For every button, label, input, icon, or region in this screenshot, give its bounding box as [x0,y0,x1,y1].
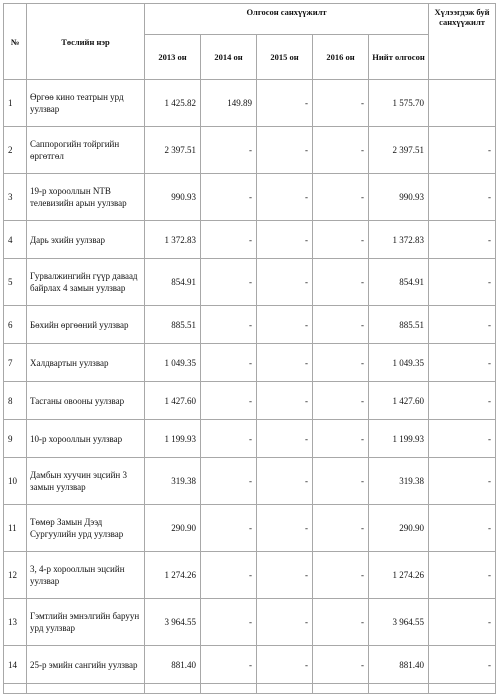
value-2016: - [313,458,369,505]
value-pending: - [429,259,496,306]
table-row [4,646,496,684]
value-2016: - [313,505,369,552]
project-name: Дамбын хуучин эцсийн 3 замын уулзвар [27,458,145,505]
table-row [4,420,496,458]
value-pending: - [429,174,496,221]
value-2015: - [257,127,313,174]
table-row [4,458,496,505]
row-number: 14 [4,646,27,684]
value-2014: - [201,127,257,174]
value-2015: - [257,80,313,127]
value-pending: - [429,221,496,259]
value-2016: - [313,221,369,259]
value-total: 319.38 [369,458,429,505]
value-2016: - [313,599,369,646]
header-number: № [4,4,27,80]
value-pending: - [429,599,496,646]
value-2014: - [201,505,257,552]
value-2013: 1 274.26 [145,552,201,599]
value-pending: - [429,420,496,458]
value-2013: 1 049.35 [145,344,201,382]
value-total: 1 049.35 [369,344,429,382]
table-row [4,684,496,694]
value-2013: 290.90 [145,505,201,552]
row-number: 5 [4,259,27,306]
project-name: Тасганы овооны уулзвар [27,382,145,420]
value-2015: - [257,221,313,259]
value-2015: - [257,646,313,684]
value-2014: - [201,458,257,505]
value-2015: - [257,599,313,646]
project-name: Бөхийн өргөөний уулзвар [27,306,145,344]
value-total: 854.91 [369,259,429,306]
table-row [4,80,496,127]
value-2014 [201,684,257,694]
value-pending: - [429,505,496,552]
table-row [4,174,496,221]
funding-table [3,3,496,694]
value-2014: - [201,420,257,458]
table-row [4,306,496,344]
value-total: 881.40 [369,646,429,684]
value-2015: - [257,382,313,420]
project-name [27,684,145,694]
row-number: 11 [4,505,27,552]
row-number [4,684,27,694]
value-2013: 319.38 [145,458,201,505]
row-number: 4 [4,221,27,259]
value-total: 990.93 [369,174,429,221]
row-number: 6 [4,306,27,344]
table-row [4,599,496,646]
value-2014: - [201,646,257,684]
value-2016: - [313,344,369,382]
value-2015: - [257,259,313,306]
value-2013: 1 427.60 [145,382,201,420]
header-2014: 2014 он [201,35,257,80]
project-name: Дарь эхийн уулзвар [27,221,145,259]
value-2013: 1 425.82 [145,80,201,127]
value-pending: - [429,458,496,505]
table-row [4,259,496,306]
value-2014: - [201,306,257,344]
value-2015: - [257,552,313,599]
value-2014: - [201,259,257,306]
value-total: 3 964.55 [369,599,429,646]
project-name: Гурвалжингийн гүүр даваад байрлах 4 замын уулзвар [27,259,145,306]
project-name: Саппорогийн тойргийн өргөтгөл [27,127,145,174]
header-funding-group: Олгосон санхүүжилт [145,4,429,35]
row-number: 10 [4,458,27,505]
value-2016: - [313,259,369,306]
value-2015: - [257,344,313,382]
header-pending-funding: Хүлээгдэж буй санхүүжилт [429,4,496,80]
value-2014: - [201,599,257,646]
project-name: Өргөө кино театрын урд уулзвар [27,80,145,127]
header-total: Нийт олгосон [369,35,429,80]
value-2013: 2 397.51 [145,127,201,174]
value-2015 [257,684,313,694]
table-row [4,552,496,599]
value-total: 885.51 [369,306,429,344]
value-total: 1 372.83 [369,221,429,259]
value-2013: 1 372.83 [145,221,201,259]
row-number: 13 [4,599,27,646]
value-2015: - [257,505,313,552]
value-2016: - [313,306,369,344]
value-total [369,684,429,694]
row-number: 7 [4,344,27,382]
value-2016: - [313,646,369,684]
value-2013: 881.40 [145,646,201,684]
value-2014: - [201,221,257,259]
value-2013: 854.91 [145,259,201,306]
row-number: 9 [4,420,27,458]
value-2016: - [313,420,369,458]
value-2014: - [201,344,257,382]
value-pending: - [429,382,496,420]
table-row [4,382,496,420]
value-pending: - [429,306,496,344]
value-2014: - [201,382,257,420]
table-row [4,221,496,259]
value-2013: 1 199.93 [145,420,201,458]
value-2016: - [313,127,369,174]
value-2015: - [257,458,313,505]
value-2016: - [313,552,369,599]
project-name: 3, 4-р хорооллын эцсийн уулзвар [27,552,145,599]
header-project-name: Төслийн нэр [27,4,145,80]
value-total: 1 274.26 [369,552,429,599]
value-total: 1 575.70 [369,80,429,127]
header-2015: 2015 он [257,35,313,80]
project-name: Халдвартын уулзвар [27,344,145,382]
value-2014: 149.89 [201,80,257,127]
table-row [4,127,496,174]
value-total: 2 397.51 [369,127,429,174]
value-2015: - [257,306,313,344]
value-total: 1 199.93 [369,420,429,458]
project-name: 10-р хорооллын уулзвар [27,420,145,458]
value-2013: 885.51 [145,306,201,344]
value-2015: - [257,174,313,221]
value-2016: - [313,80,369,127]
value-2016: - [313,382,369,420]
value-total: 1 427.60 [369,382,429,420]
value-pending [429,80,496,127]
project-name: 25-р эмийн сангийн уулзвар [27,646,145,684]
table-body [4,80,496,694]
value-pending: - [429,646,496,684]
row-number: 8 [4,382,27,420]
value-2013 [145,684,201,694]
value-2014: - [201,174,257,221]
value-pending: - [429,552,496,599]
table-row [4,344,496,382]
project-name: 19-р хорооллын NTB телевизийн арын уулзвар [27,174,145,221]
header-2016: 2016 он [313,35,369,80]
value-pending: - [429,127,496,174]
value-pending: - [429,344,496,382]
table-row [4,505,496,552]
value-pending [429,684,496,694]
project-name: Гэмтлийн эмнэлгийн баруун урд уулзвар [27,599,145,646]
value-2013: 990.93 [145,174,201,221]
row-number: 12 [4,552,27,599]
value-total: 290.90 [369,505,429,552]
value-2013: 3 964.55 [145,599,201,646]
row-number: 3 [4,174,27,221]
row-number: 1 [4,80,27,127]
value-2016: - [313,174,369,221]
value-2016 [313,684,369,694]
row-number: 2 [4,127,27,174]
value-2014: - [201,552,257,599]
project-name: Төмөр Замын Дээд Сургуулийн урд уулзвар [27,505,145,552]
header-2013: 2013 он [145,35,201,80]
value-2015: - [257,420,313,458]
